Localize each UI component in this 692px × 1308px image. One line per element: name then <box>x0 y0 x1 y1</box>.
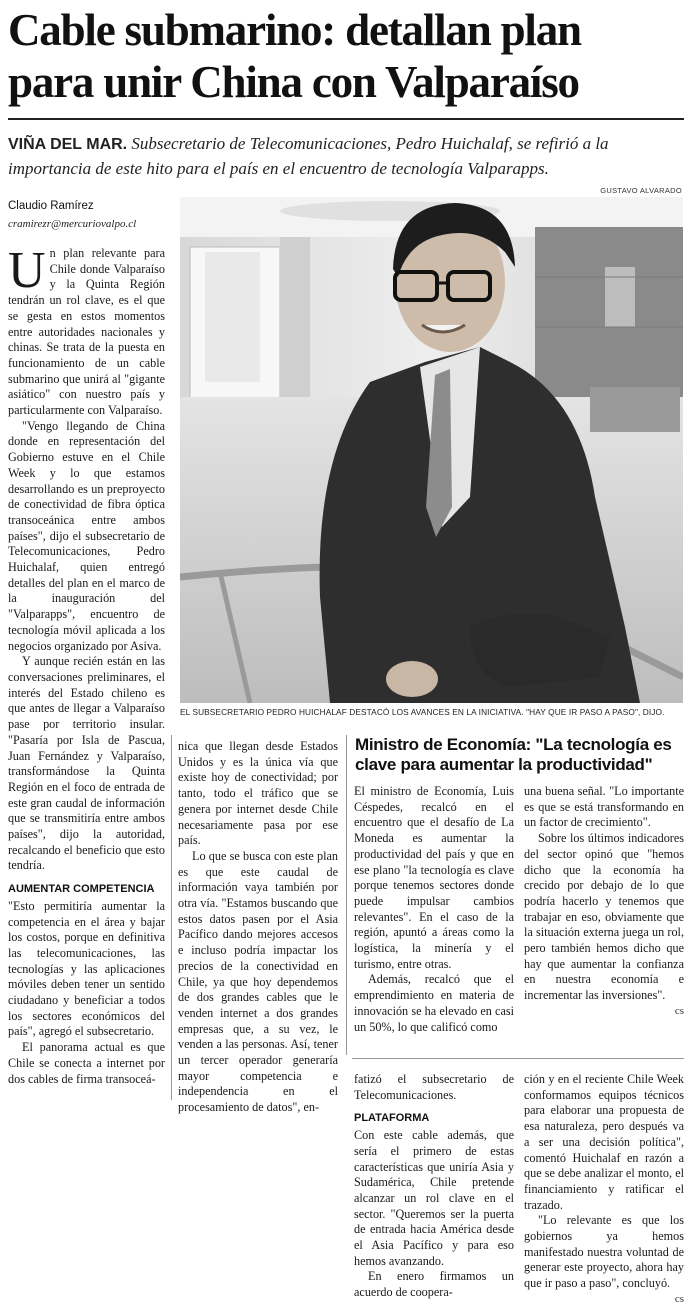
lower-column-a <box>354 1072 514 1301</box>
lower-column-b <box>524 1072 684 1308</box>
box-bottom-rule <box>352 1058 684 1059</box>
box-column-2 <box>524 784 684 1020</box>
lower-colA-paragraph-3: En enero firmamos un acuerdo de coopera- <box>354 1269 514 1300</box>
lower-end-mark: cs <box>674 1292 684 1305</box>
col1-paragraph-5: El panorama actual es que Chile se conecta a internet por dos cables de firma transoceá- <box>8 1040 165 1086</box>
headline <box>8 4 688 108</box>
box-end-mark: cs <box>674 1004 684 1017</box>
byline-email[interactable]: cramirezr@mercuriovalpo.cl <box>8 218 137 230</box>
col1-paragraph-3: Y aunque recién están en las conversaciones preliminares, el interés del Estado chileno es que antes de llegar a Valparaíso pase por territorio insular. "Pasaría por Isla de Pascua, Juan Fernández y Valparaíso, transformándose la Quinta Región en el foco de entrada de este gran caudal de información que se transmitiría entre ambos países", dijo la autoridad, recalcando el beneficio que esto tendría. <box>8 654 165 873</box>
subhead-aumentar-competencia: AUMENTAR COMPETENCIA <box>8 883 155 896</box>
headline-line-1: Cable submarino: detallan plan <box>8 5 581 55</box>
col1-paragraph-1: Un plan relevante para Chile donde Valparaíso y la Quinta Región tendrán un rol clave, es el que se gesta en estos momentos entre autoridades nacionales y chinas. Se trata de la puesta en funcionamiento de un cable submarino que unirá al "gigante asiático" con nuestro país y particularmente con Valparaíso. <box>8 242 165 418</box>
col2-paragraph-1: nica que llegan desde Estados Unidos y es la única vía que existe hoy de conectividad; por tanto, todo el tráfico que se genera por internet desde Chile necesariamente pasa por ese país. <box>178 739 338 848</box>
headline-line-2: para unir China con Valparaíso <box>8 57 579 107</box>
column-2 <box>178 739 338 1116</box>
box-col2-paragraph-1: una buena señal. "Lo importante es que se está transformando en un factor de crecimiento". <box>524 784 684 830</box>
box-col1-paragraph-1: El ministro de Economía, Luis Céspedes, recalcó en el encuentro que el desafío de La Moneda es aumentar la productividad del país y que en ese plano "la tecnología es clave porque tenemos sectores donde puede impulsar cambios relevantes". En el caso de la región, apuntó a áreas como la logística, la minería y el turismo, entre otras. <box>354 784 514 971</box>
box-col2-paragraph-2: Sobre los últimos indicadores del sector opinó que "hemos dicho que la economía ha crecido por debajo de lo que podría hacerlo y tenemos que trabajar en eso, obviamente que la situación externa juega un rol, pero también hemos dicho que hay que aumentar la confianza en nuestra economía e incrementar las inversiones". <box>524 831 684 1003</box>
box-divider <box>346 735 347 1055</box>
byline-author: Claudio Ramírez <box>8 200 94 212</box>
headline-rule <box>8 118 684 120</box>
lower-colB-paragraph-1: ción y en el reciente Chile Week conformamos equipos técnicos para elaborar una propuesta de esa naturaleza, pero después va a ser una decisión política", comentó Huichalaf en razón a que se debe analizar el monto, el financiamiento y ratificar el trazado. <box>524 1072 684 1212</box>
dropcap: U <box>8 242 46 299</box>
photo-credit: GUSTAVO ALVARADO <box>600 186 682 195</box>
col1-paragraph-2: "Vengo llegando de China donde en representación del Gobierno estuve en el Chile Week y lo que estamos desarrollando es un preproyecto de conectividad de fibra óptica transoceánica entre ambos países", dijo el subsecretario de Telecomunicaciones, Pedro Huichalaf, quien entregó detalles del plan en el marco de la inauguración del "Valparapps", encuentro de tecnología móvil aplicada a los negocios organizado por Asiva. <box>8 418 165 653</box>
deck-place: VIÑA DEL MAR. <box>8 136 128 153</box>
col1-paragraph-4: "Esto permitiría aumentar la competencia en el área y bajar los costos, porque en definitiva las telecomunicaciones, las tecnologías y las aplicaciones móviles deben tener un sentido ciudadano y beneficiar a todos los sectores económicos del país", agregó el subsecretario. <box>8 898 165 1039</box>
column-1 <box>8 242 165 1087</box>
lower-colA-paragraph-2: Con este cable además, que sería el primero de estas características que uniría Asia y Sudamérica, Chile pretende alcanzar un rol clave en el sector. "Queremos ser la puerta de entrada hacia América desde el Asia Pacífico y para eso hemos avanzando. <box>354 1128 514 1268</box>
box-column-1 <box>354 784 514 1035</box>
photo-caption: EL SUBSECRETARIO PEDRO HUICHALAF DESTACÓ LOS AVANCES EN LA INICIATIVA. "HAY QUE IR PASO A PASO", DIJO. <box>180 707 665 717</box>
lower-colA-paragraph-1: fatizó el subsecretario de Telecomunicaciones. <box>354 1072 514 1102</box>
column-divider <box>171 735 172 1100</box>
box-col1-paragraph-2: Además, recalcó que el emprendimiento en materia de innovación se ha elevado en casi un 50%, lo que calificó como <box>354 972 514 1034</box>
deck-text: Subsecretario de Telecomunicaciones, Pedro Huichalaf, se refirió a la importancia de este hito para el país en el encuentro de tecnología Valparapps. <box>8 134 609 178</box>
lower-colB-paragraph-2: "Lo relevante es que los gobiernos ya hemos manifestado nuestra voluntad de generar este proyecto, ahora hay que ir paso a paso", concluyó. <box>524 1213 684 1291</box>
col2-paragraph-2: Lo que se busca con este plan es que este caudal de información vaya también por otra vía. "Estamos buscando que estos datos pasen por el Asia Pacífico dando mejores accesos e incluso podría impactar los precios de la conectividad en Chile, ya que hoy dependemos de dos grandes cables que le venden internet a dos grandes empresas que, a su vez, le venden a las personas. Así, tener un tercer operador generaría mayor competencia e independencia en el procesamiento de datos", en- <box>178 848 338 1115</box>
subhead-plataforma: PLATAFORMA <box>354 1112 430 1125</box>
photo-illustration <box>180 197 683 703</box>
photo <box>180 197 683 703</box>
box-title: Ministro de Economía: "La tecnología es clave para aumentar la productividad" <box>355 735 672 774</box>
deck <box>8 132 688 181</box>
